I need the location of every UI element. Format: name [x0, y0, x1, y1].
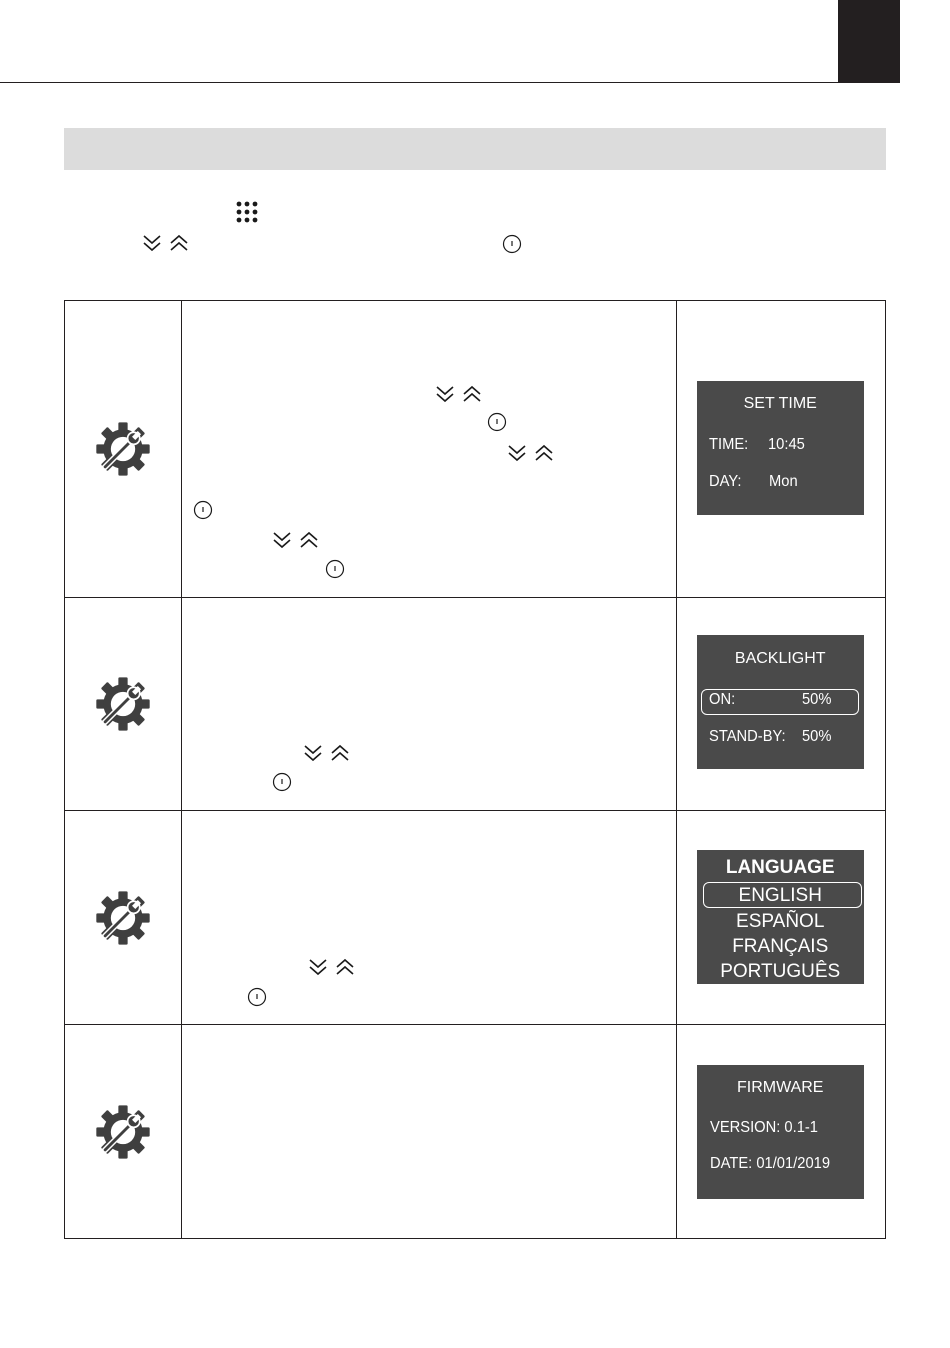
chevron-double-up-icon	[534, 444, 554, 462]
chevron-double-up-icon	[299, 531, 319, 549]
lcd-value: 50%	[801, 728, 832, 745]
chevron-double-down-icon	[507, 444, 527, 462]
chevron-double-down-icon	[303, 744, 323, 762]
settings-gear-wrench-icon	[94, 889, 152, 947]
lcd-option: FRANÇAIS	[732, 936, 829, 957]
lcd-option: ENGLISH	[738, 885, 822, 906]
confirm-button-icon	[502, 234, 522, 254]
chevron-double-up-icon	[335, 958, 355, 976]
settings-gear-wrench-icon	[94, 675, 152, 733]
confirm-button-icon	[193, 500, 213, 520]
lcd-label: ON:	[708, 691, 735, 708]
chevron-double-up-icon	[462, 385, 482, 403]
lcd-screen-set-time	[697, 381, 864, 515]
chevron-double-up-icon	[330, 744, 350, 762]
table-row	[65, 301, 886, 598]
lcd-title: SET TIME	[743, 395, 817, 412]
menu-grid-icon	[236, 201, 258, 223]
confirm-button-icon	[247, 987, 267, 1007]
settings-gear-wrench-icon	[94, 1103, 152, 1161]
lcd-line: VERSION: 0.1-1	[709, 1119, 818, 1136]
chevron-double-up-icon	[169, 234, 189, 252]
row-screen-cell	[676, 811, 885, 1025]
row-text-cell	[182, 598, 677, 811]
chevron-double-down-icon	[142, 234, 162, 252]
row-text-cell	[182, 811, 677, 1025]
row-screen-cell	[676, 598, 885, 811]
lcd-title: LANGUAGE	[725, 857, 835, 878]
table-row	[65, 1025, 886, 1239]
table-row	[65, 598, 886, 811]
lcd-value: Mon	[768, 473, 798, 490]
row-text-cell	[182, 1025, 677, 1239]
lcd-option: PORTUGUÊS	[720, 961, 841, 982]
lcd-title: FIRMWARE	[736, 1079, 824, 1096]
page-corner-tab	[838, 0, 900, 82]
settings-table	[64, 300, 886, 1239]
lcd-label: TIME:	[708, 436, 748, 453]
confirm-button-icon	[272, 772, 292, 792]
lcd-screen-firmware	[697, 1065, 864, 1199]
lcd-screen-language	[697, 850, 864, 984]
confirm-button-icon	[325, 559, 345, 579]
chevron-double-down-icon	[435, 385, 455, 403]
lcd-screen-backlight	[697, 635, 864, 769]
chevron-double-down-icon	[272, 531, 292, 549]
lcd-label: DAY:	[708, 473, 742, 490]
chevron-double-down-icon	[308, 958, 328, 976]
header-rule	[0, 82, 900, 83]
table-row	[65, 811, 886, 1025]
row-icon-cell	[65, 811, 182, 1025]
row-text-cell	[182, 301, 677, 598]
row-icon-cell	[65, 301, 182, 598]
lcd-option: ESPAÑOL	[736, 911, 825, 932]
lcd-line: DATE: 01/01/2019	[709, 1155, 830, 1172]
row-screen-cell	[676, 1025, 885, 1239]
lcd-value: 50%	[801, 691, 832, 708]
row-icon-cell	[65, 598, 182, 811]
section-header-bar	[64, 128, 886, 170]
lcd-title: BACKLIGHT	[734, 650, 826, 667]
confirm-button-icon	[487, 412, 507, 432]
lcd-value: 10:45	[767, 436, 805, 453]
lcd-label: STAND-BY:	[708, 728, 786, 745]
row-icon-cell	[65, 1025, 182, 1239]
settings-gear-wrench-icon	[94, 420, 152, 478]
row-screen-cell	[676, 301, 885, 598]
